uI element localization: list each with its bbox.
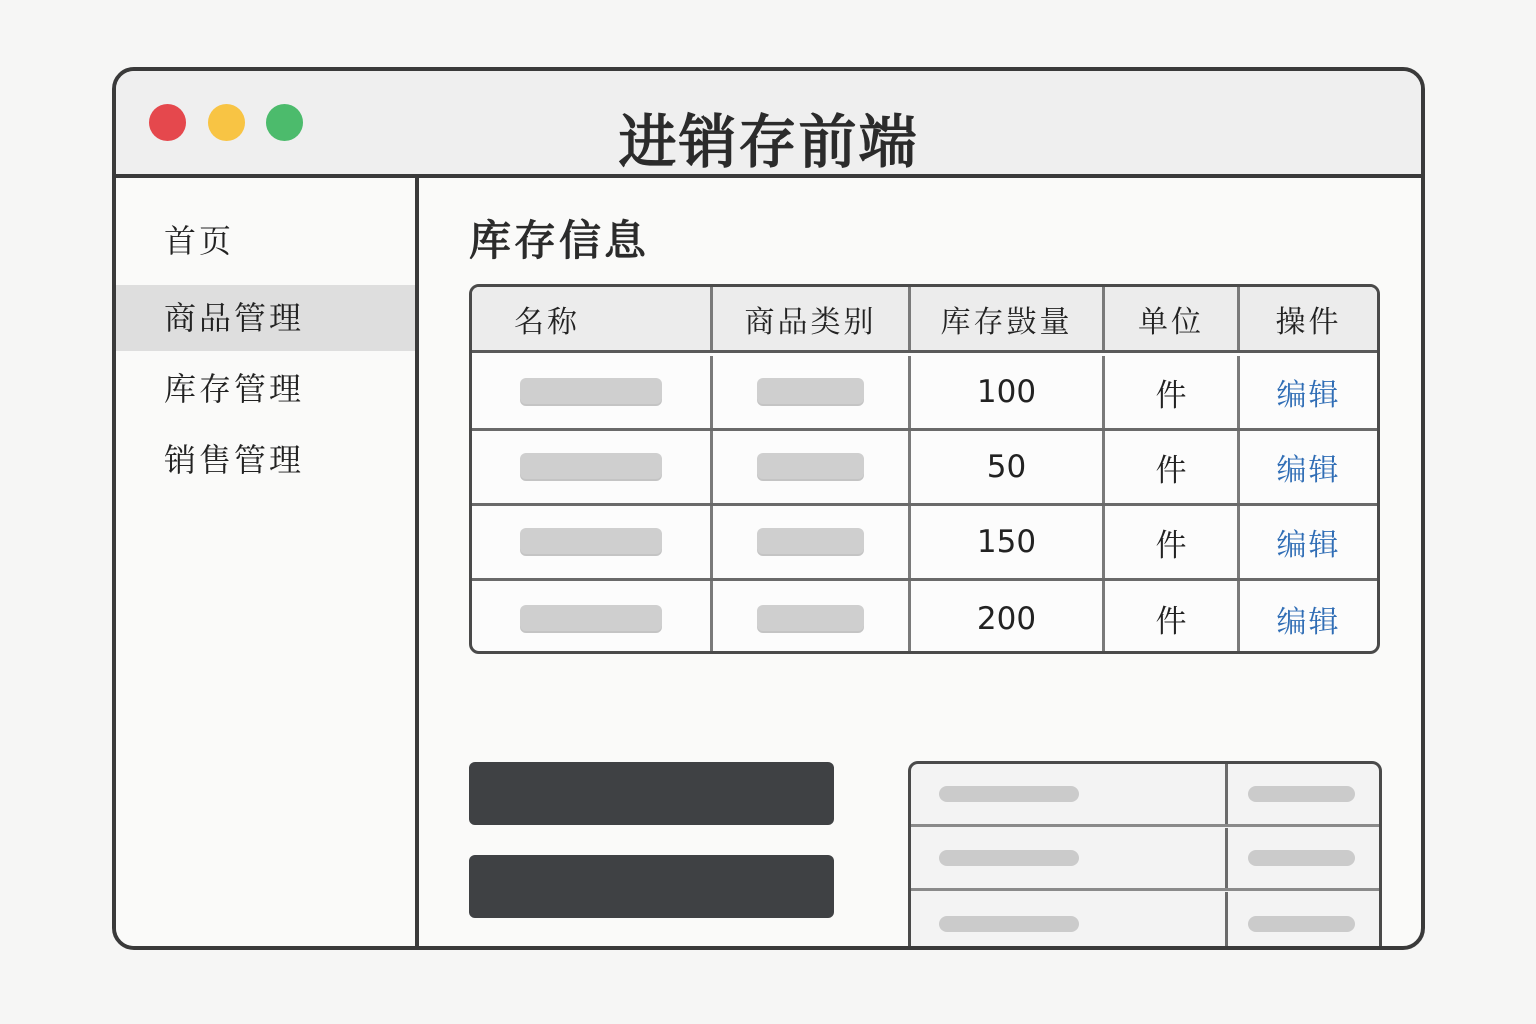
summary-label-placeholder xyxy=(939,850,1079,866)
summary-value-placeholder xyxy=(1248,916,1355,932)
edit-link[interactable]: 编辑 xyxy=(1276,453,1341,488)
sidebar-item-products[interactable]: 商品管理 xyxy=(116,285,415,351)
edit-link[interactable]: 编辑 xyxy=(1276,604,1341,640)
title-bar xyxy=(116,71,1421,178)
category-placeholder xyxy=(757,378,864,406)
summary-row xyxy=(911,892,1379,950)
summary-table xyxy=(908,761,1382,950)
table-row[interactable] xyxy=(472,356,1377,431)
quantity-cell: 200 xyxy=(911,581,1105,654)
table-header-row xyxy=(472,287,1377,353)
category-cell xyxy=(713,356,911,428)
summary-row xyxy=(911,764,1379,827)
sidebar xyxy=(116,178,419,946)
name-cell xyxy=(472,356,713,428)
name-placeholder xyxy=(520,605,662,633)
sidebar-item-sales[interactable]: 销售管理 xyxy=(164,441,305,479)
quantity-cell: 50 xyxy=(911,431,1105,503)
column-header-category[interactable]: 商品类别 xyxy=(713,287,911,350)
summary-label-placeholder xyxy=(939,786,1079,802)
category-placeholder xyxy=(757,528,864,556)
quantity-cell: 100 xyxy=(911,356,1105,428)
page-title: 库存信息 xyxy=(469,216,650,265)
primary-action-button[interactable] xyxy=(469,762,834,825)
edit-link[interactable]: 编辑 xyxy=(1276,528,1341,563)
summary-value-placeholder xyxy=(1248,786,1355,802)
inventory-table xyxy=(469,284,1380,654)
column-header-quantity[interactable]: 库存敱量 xyxy=(911,287,1105,350)
secondary-action-button[interactable] xyxy=(469,855,834,918)
summary-label-placeholder xyxy=(939,916,1079,932)
quantity-cell: 150 xyxy=(911,506,1105,578)
unit-cell: 件 xyxy=(1105,581,1240,654)
column-header-unit[interactable]: 单位 xyxy=(1105,287,1240,350)
window-title: 进销存前端 xyxy=(618,108,919,176)
column-header-actions: 操件 xyxy=(1275,304,1342,340)
edit-link[interactable]: 编辑 xyxy=(1276,378,1341,413)
name-cell xyxy=(472,506,713,578)
category-placeholder xyxy=(757,605,864,633)
unit-cell: 件 xyxy=(1105,431,1240,503)
category-placeholder xyxy=(757,453,864,481)
unit-cell: 件 xyxy=(1105,506,1240,578)
app-window xyxy=(112,67,1425,950)
category-cell xyxy=(713,431,911,503)
sidebar-item-home[interactable]: 首页 xyxy=(164,222,235,260)
category-cell xyxy=(713,506,911,578)
summary-value-placeholder xyxy=(1248,850,1355,866)
category-cell xyxy=(713,581,911,654)
name-placeholder xyxy=(520,453,662,481)
column-header-name[interactable]: 名称 xyxy=(472,287,713,350)
summary-row xyxy=(911,828,1379,891)
sidebar-item-inventory[interactable]: 库存管理 xyxy=(164,370,305,408)
unit-cell: 件 xyxy=(1105,356,1240,428)
name-placeholder xyxy=(520,378,662,406)
name-cell xyxy=(472,581,713,654)
table-row[interactable] xyxy=(472,431,1377,506)
table-row[interactable] xyxy=(472,506,1377,581)
table-row[interactable] xyxy=(472,581,1377,654)
name-cell xyxy=(472,431,713,503)
main-content xyxy=(423,178,1421,946)
name-placeholder xyxy=(520,528,662,556)
